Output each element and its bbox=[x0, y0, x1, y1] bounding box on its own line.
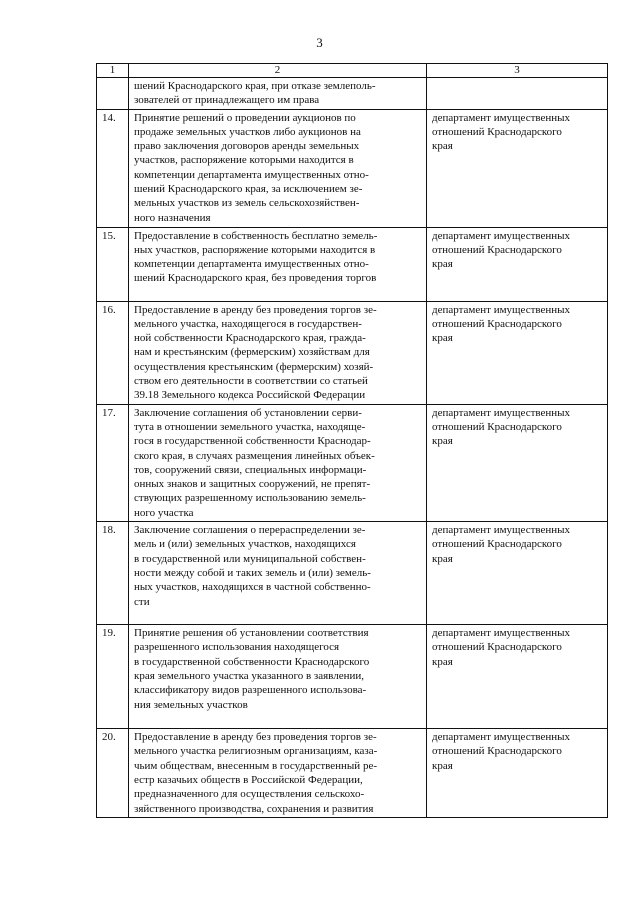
description-line: Принятие решений о проведении аукционов по bbox=[134, 111, 356, 124]
table-row bbox=[97, 625, 608, 729]
description-line: нам и крестьянским (фермерским) хозяйствам для bbox=[134, 346, 370, 359]
description-line: мельных участков из земель сельскохозяйствен- bbox=[134, 197, 360, 210]
row-number: 18. bbox=[97, 522, 129, 625]
row-department bbox=[427, 301, 608, 404]
department-line: департамент имущественных bbox=[432, 731, 571, 744]
description-line: края земельного участка указанного в заявлении, bbox=[134, 669, 365, 682]
department-line: департамент имущественных bbox=[432, 627, 571, 640]
description-line: шений Краснодарского края, при отказе землеполь- bbox=[134, 80, 376, 92]
description-line: ния земельных участков bbox=[134, 698, 248, 711]
table-row bbox=[97, 227, 608, 301]
description-line: ного участка bbox=[134, 506, 194, 519]
department-line: департамент имущественных bbox=[432, 229, 571, 242]
description-line: чьим обществам, внесенным в государственный ре- bbox=[134, 759, 377, 772]
description-line: ством его деятельности в соответствии со статьей bbox=[134, 375, 368, 388]
description-line: в государственной или муниципальной собствен- bbox=[134, 552, 366, 565]
department-line: края bbox=[432, 435, 453, 448]
department-line: края bbox=[432, 655, 453, 668]
description-line: ных участков, находящихся в частной собственно- bbox=[134, 581, 371, 594]
row-department bbox=[427, 227, 608, 301]
table-row bbox=[97, 522, 608, 625]
description-line: Заключение соглашения о перераспределении зе- bbox=[134, 524, 366, 537]
row-description bbox=[129, 301, 427, 404]
description-line: ной собственности Краснодарского края, гражда- bbox=[134, 332, 366, 345]
description-line: гося в государственной собственности Краснодар- bbox=[134, 435, 371, 448]
services-table bbox=[96, 63, 608, 818]
description-line: Предоставление в аренду без проведения торгов зе- bbox=[134, 303, 377, 316]
table-row bbox=[97, 301, 608, 404]
description-line: мельного участка, находящегося в государствен- bbox=[134, 317, 362, 330]
column-header-number: 1 bbox=[97, 64, 129, 78]
description-line: зяйственного производства, сохранения и развития bbox=[134, 802, 374, 815]
department-line: департамент имущественных bbox=[432, 303, 571, 316]
description-line: естр казачьих обществ в Российской Федерации, bbox=[134, 773, 363, 786]
row-number: 15. bbox=[97, 227, 129, 301]
department-line: департамент имущественных bbox=[432, 406, 571, 419]
description-line: зователей от принадлежащего им права bbox=[134, 94, 320, 107]
row-description bbox=[129, 227, 427, 301]
department-line: отношений Краснодарского bbox=[432, 125, 562, 138]
description-line: предназначенного для осуществления сельскохо- bbox=[134, 788, 365, 801]
column-header-department: 3 bbox=[427, 64, 608, 78]
department-line: отношений Краснодарского bbox=[432, 745, 562, 758]
description-line: право заключения договоров аренды земельных bbox=[134, 140, 360, 153]
department-line: департамент имущественных bbox=[432, 524, 571, 537]
table-row bbox=[97, 729, 608, 818]
table-row bbox=[97, 78, 608, 110]
description-line: участков, распоряжение которыми находится в bbox=[134, 154, 354, 167]
department-line: края bbox=[432, 140, 453, 153]
description-line: Предоставление в аренду без проведения торгов зе- bbox=[134, 731, 377, 744]
description-line: мель и (или) земельных участков, находящихся bbox=[134, 538, 356, 551]
department-line: отношений Краснодарского bbox=[432, 243, 562, 256]
description-line: ствующих разрешенному использованию земель- bbox=[134, 492, 366, 505]
department-line: отношений Краснодарского bbox=[432, 420, 562, 433]
column-header-description: 2 bbox=[129, 64, 427, 78]
row-number: 16. bbox=[97, 301, 129, 404]
row-department bbox=[427, 522, 608, 625]
table-row bbox=[97, 404, 608, 521]
description-line: ского края, в случаях размещения линейных объек- bbox=[134, 449, 375, 462]
department-line: отношений Краснодарского bbox=[432, 538, 562, 551]
department-line: отношений Краснодарского bbox=[432, 641, 562, 654]
description-line: классификатору видов разрешенного использова- bbox=[134, 684, 367, 697]
department-line: края bbox=[432, 759, 453, 772]
description-line: тов, сооружений связи, специальных информаци- bbox=[134, 463, 367, 476]
row-description bbox=[129, 522, 427, 625]
row-number: 20. bbox=[97, 729, 129, 818]
row-number: 14. bbox=[97, 109, 129, 227]
department-line: края bbox=[432, 258, 453, 271]
description-line: шений Краснодарского края, без проведения торгов bbox=[134, 272, 377, 285]
row-number: 19. bbox=[97, 625, 129, 729]
description-line: Принятие решения об установлении соответствия bbox=[134, 627, 369, 640]
row-department bbox=[427, 729, 608, 818]
row-description bbox=[129, 729, 427, 818]
department-line: края bbox=[432, 332, 453, 345]
description-line: мельного участка религиозным организациям, каза- bbox=[134, 745, 378, 758]
row-description bbox=[129, 404, 427, 521]
description-line: сти bbox=[134, 595, 150, 608]
row-department bbox=[427, 625, 608, 729]
department-line: отношений Краснодарского bbox=[432, 317, 562, 330]
description-line: компетенции департамента имущественных отно- bbox=[134, 168, 369, 181]
department-line: департамент имущественных bbox=[432, 111, 571, 124]
description-line: продаже земельных участков либо аукционов на bbox=[134, 125, 361, 138]
row-number bbox=[97, 78, 129, 110]
description-line: тута в отношении земельного участка, находяще- bbox=[134, 420, 366, 433]
department-line: края bbox=[432, 552, 453, 565]
row-department bbox=[427, 404, 608, 521]
description-line: компетенции департамента имущественных отно- bbox=[134, 258, 369, 271]
table-header-row bbox=[97, 64, 608, 78]
description-line: разрешенного использования находящегося bbox=[134, 641, 340, 654]
row-description bbox=[129, 78, 427, 110]
description-line: ного назначения bbox=[134, 211, 211, 224]
description-line: Заключение соглашения об установлении серви- bbox=[134, 406, 362, 419]
description-line: 39.18 Земельного кодекса Российской Федерации bbox=[134, 389, 366, 402]
table-row bbox=[97, 109, 608, 227]
page-number: 3 bbox=[316, 35, 323, 50]
description-line: в государственной собственности Краснодарского bbox=[134, 655, 370, 668]
description-line: шений Краснодарского края, за исключением зе- bbox=[134, 183, 363, 196]
row-number: 17. bbox=[97, 404, 129, 521]
description-line: Предоставление в собственность бесплатно земель- bbox=[134, 229, 378, 242]
description-line: ности между собой и таких земель и (или) земель- bbox=[134, 566, 371, 579]
row-description bbox=[129, 625, 427, 729]
row-department bbox=[427, 78, 608, 110]
row-description bbox=[129, 109, 427, 227]
row-department bbox=[427, 109, 608, 227]
description-line: осуществления крестьянским (фермерским) хозяй- bbox=[134, 360, 374, 373]
description-line: онных знаков и защитных сооружений, не препят- bbox=[134, 478, 371, 491]
description-line: ных участков, распоряжение которыми находится в bbox=[134, 243, 376, 256]
